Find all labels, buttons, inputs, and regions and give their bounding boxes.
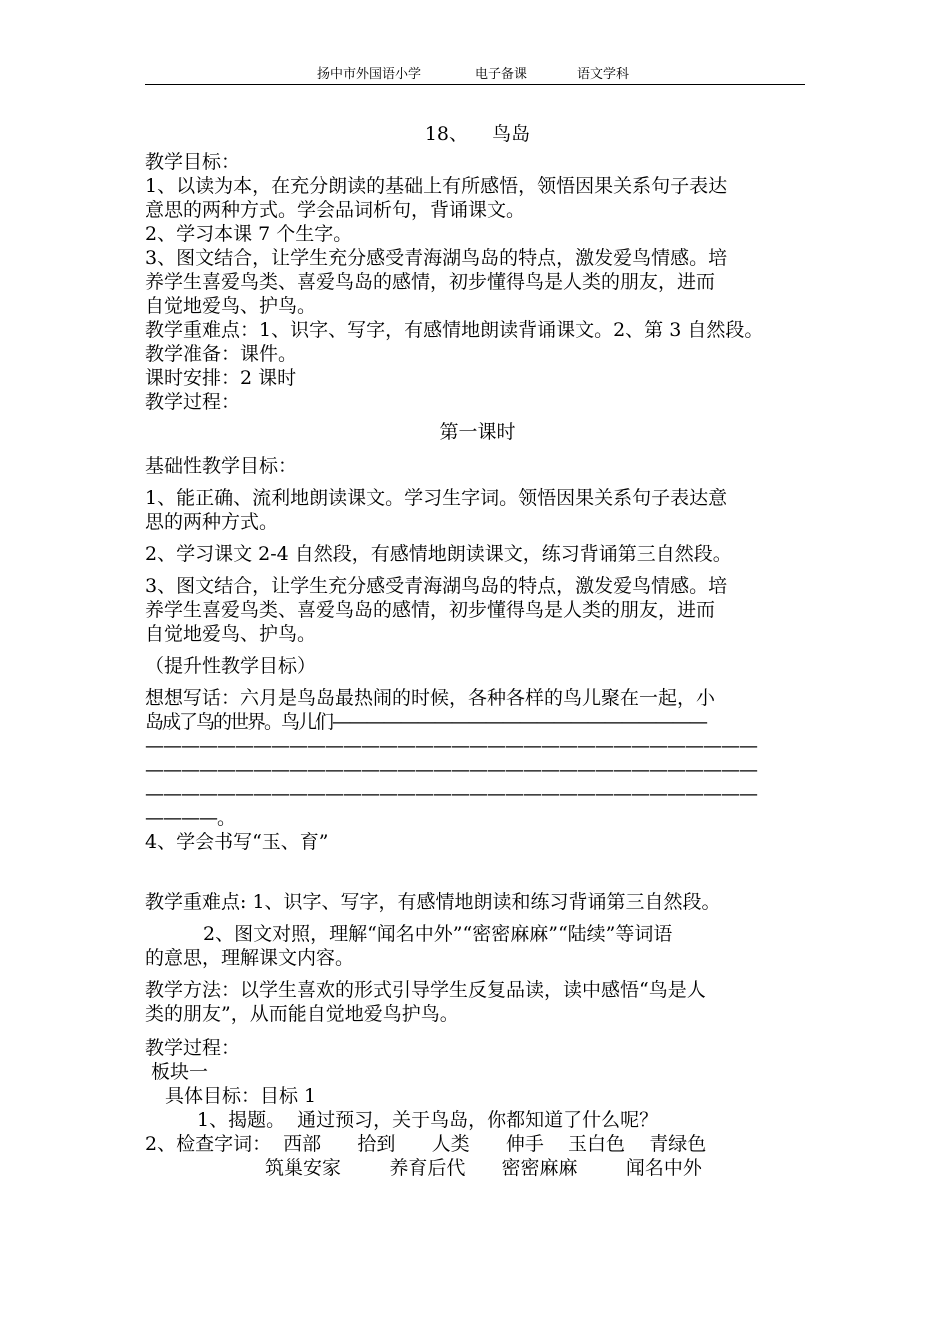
line: 4、学会书写“玉、育” (145, 831, 329, 853)
section-title: 第一课时 (439, 421, 516, 443)
line: 3、图文结合，让学生充分感受青海湖鸟岛的特点，激发爱鸟情感。培 (145, 247, 728, 269)
writing-blank-line: —————————————————————————————————— (145, 783, 757, 805)
line: 课时安排：2 课时 (145, 367, 297, 389)
line: 教学过程： (145, 391, 241, 413)
line: 板块一 (151, 1061, 209, 1083)
line: 2、学习本课 7 个生字。 (145, 223, 353, 245)
line: 养学生喜爱鸟类、喜爱鸟岛的感情，初步懂得鸟是人类的朋友，进而 (145, 271, 716, 293)
line: 2、图文对照，理解“闻名中外”“密密麻麻”“陆续”等词语 (203, 923, 673, 945)
line: 意思的两种方式。学会品词析句，背诵课文。 (145, 199, 526, 221)
line: 想想写话：六月是鸟岛最热闹的时候，各种各样的鸟儿聚在一起，小 (145, 687, 716, 709)
line: 思的两种方式。 (145, 511, 279, 533)
page-header (145, 66, 805, 85)
writing-blank-line: ————。 (145, 807, 236, 829)
header-type: 电子备课 (475, 67, 528, 82)
line: 自觉地爱鸟、护鸟。 (145, 295, 317, 317)
writing-blank-line: —————————————————————————————————— (145, 759, 757, 781)
line: 3、图文结合，让学生充分感受青海湖鸟岛的特点，激发爱鸟情感。培 (145, 575, 728, 597)
header-subject: 语文学科 (577, 67, 630, 82)
line: 自觉地爱鸟、护鸟。 (145, 623, 317, 645)
line: 教学重难点: 1、识字、写字，有感情地朗读和练习背诵第三自然段。 (145, 891, 721, 913)
lesson-content (145, 122, 810, 1180)
line: 基础性教学目标： (145, 455, 298, 477)
line: 1、能正确、流利地朗读课文。学习生字词。领悟因果关系句子表达意 (145, 487, 728, 509)
line: 的意思，理解课文内容。 (145, 947, 355, 969)
line: 教学目标： (145, 151, 241, 173)
line: 教学方法：以学生喜欢的形式引导学生反复品读，读中感悟“鸟是人 (145, 979, 706, 1001)
line: 2、学习课文 2-4 自然段，有感情地朗读课文，练习背诵第三自然段。 (145, 543, 732, 565)
writing-blank-line: —————————————————————————————————— (145, 735, 757, 757)
line: （提升性教学目标） (145, 655, 317, 677)
line: 教学准备：课件。 (145, 343, 298, 365)
line: 具体目标：目标 1 (165, 1085, 317, 1107)
line: 类的朋友”，从而能自觉地爱鸟护鸟。 (145, 1003, 459, 1025)
writing-blank-line: 岛成了鸟的世界。鸟儿们—————————————————————— (145, 711, 707, 733)
lesson-title: 18、 鸟岛 (424, 123, 531, 145)
header-school: 扬中市外国语小学 (317, 67, 422, 82)
line: 教学过程： (145, 1037, 241, 1059)
line: 筑巢安家 养育后代 密密麻麻 闻名中外 (265, 1157, 702, 1179)
line: 养学生喜爱鸟类、喜爱鸟岛的感情，初步懂得鸟是人类的朋友，进而 (145, 599, 716, 621)
line: 教学重难点：1、识字、写字，有感情地朗读背诵课文。2、第 3 自然段。 (145, 319, 764, 341)
line: 1、揭题。 通过预习，关于鸟岛，你都知道了什么呢？ (197, 1109, 659, 1131)
line: 1、以读为本，在充分朗读的基础上有所感悟，领悟因果关系句子表达 (145, 175, 728, 197)
line: 2、检查字词： 西部 拾到 人类 伸手 玉白色 青绿色 (145, 1133, 707, 1155)
